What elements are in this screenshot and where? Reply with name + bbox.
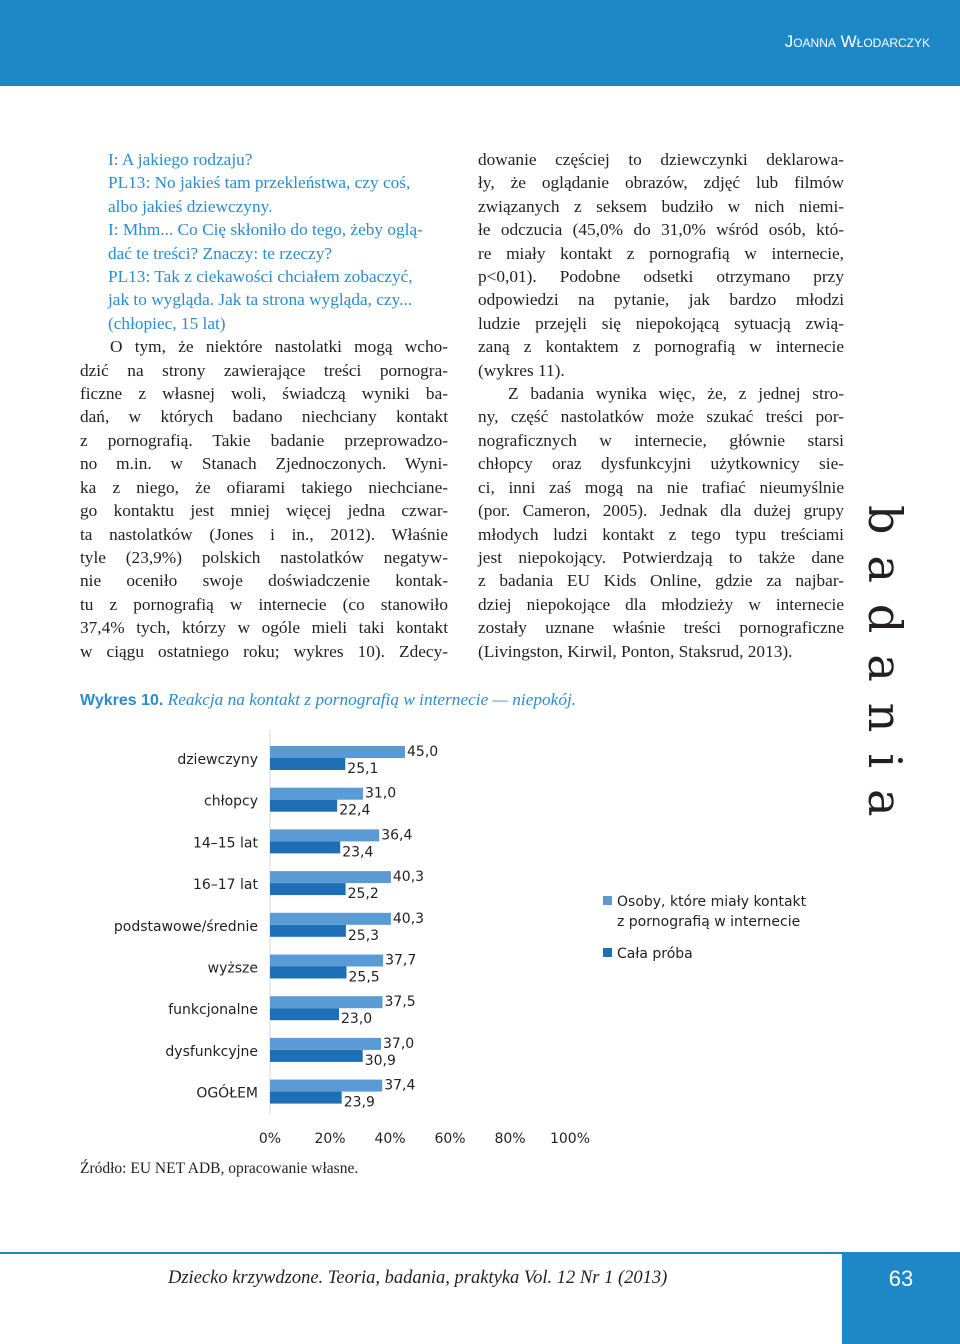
page-number: 63 [888, 1266, 914, 1291]
data-label: 45,0 [407, 744, 439, 760]
bar-contact [270, 1080, 382, 1092]
footer-rule [0, 1252, 960, 1254]
left-column-line: nie oceniło swoje doświadczenie kontak- [80, 571, 448, 591]
right-column-line: chłopcy oraz dysfunkcyjni użytkownicy sie- [478, 454, 844, 474]
left-column-line: tu z pornografią w internecie (co stanowiło [80, 594, 448, 614]
left-column-line: O tym, że niektóre nastolatki mogą wcho- [110, 337, 448, 357]
left-column-line: (chłopiec, 15 lat) [108, 313, 226, 333]
x-tick-label: 0% [258, 1131, 282, 1147]
right-column-line: zostały uznane właśnie treści pornograficzne [478, 618, 844, 638]
bar-full-sample [270, 758, 345, 770]
left-column-line: no m.in. w Stanach Zjednoczonych. Wyni- [80, 454, 448, 474]
data-label: 25,3 [347, 927, 380, 944]
bar-contact [270, 871, 391, 883]
right-column-line: (por. Cameron, 2005). Jednak dla dużej grupy [478, 501, 844, 521]
data-label: 40,3 [392, 869, 425, 886]
right-column-line: (Livingston, Kirwil, Ponton, Staksrud, 2013). [478, 641, 793, 661]
x-tick-label: 20% [314, 1131, 346, 1147]
data-label: 40,3 [392, 910, 425, 927]
data-label: 25,5 [348, 969, 380, 986]
bar-full-sample [270, 1050, 363, 1062]
right-column-line: re miały kontakt z pornografią w internecie, [478, 243, 844, 263]
bar-contact [270, 955, 383, 967]
section-side-label-text: badania [858, 505, 912, 838]
right-column-line: zaną z kontaktem z pornografią w internecie [478, 337, 844, 357]
header-bar [0, 0, 960, 86]
right-column-line: (wykres 11). [478, 360, 565, 380]
right-column-line: młodych ludzi kontakt z tego typu treściami [478, 524, 844, 544]
left-column-line: albo jakieś dziewczyny. [108, 196, 273, 216]
left-column-line: ta nastolatków (Jones i in., 2012). Właśnie [80, 524, 448, 544]
right-column-line: dowanie częściej to dziewczynki deklarowa- [478, 150, 844, 169]
bar-contact [270, 1038, 381, 1050]
right-column-line: ludzie przejęli się niepokojącą sytuacją zwią- [478, 313, 844, 333]
left-column-line: I: A jakiego rodzaju? [108, 150, 253, 169]
category-label: 16–17 lat [192, 877, 258, 894]
category-label: funkcjonalne [168, 1002, 258, 1019]
left-column-line: go kontaktu jest mniej więcej jedna czwar- [80, 501, 448, 521]
left-column-line: w ciągu ostatniego roku; wykres 10). Zdecy- [80, 641, 448, 661]
category-label: wyższe [207, 960, 258, 977]
bar-full-sample [270, 1092, 342, 1104]
left-column-line: I: Mhm... Co Cię skłoniło do tego, żeby oglą- [108, 220, 423, 240]
right-column-line: ły, że oglądanie obrazów, zdjęć lub filmów [478, 173, 844, 193]
right-column-line: p<0,01). Podobne odsetki otrzymano przy [478, 267, 844, 287]
data-label: 25,1 [347, 761, 379, 777]
figure-label: Wykres 10. [80, 692, 164, 709]
category-label: podstawowe/średnie [113, 918, 258, 935]
right-column-line: nograficznych w internecie, głównie starsi [478, 430, 844, 450]
category-label: dysfunkcyjne [165, 1043, 258, 1060]
footer-journal-title: Dziecko krzywdzone. Teoria, badania, praktyka Vol. 12 Nr 1 (2013) [168, 1268, 668, 1288]
data-label: 36,4 [381, 827, 413, 844]
category-label: OGÓŁEM [196, 1085, 258, 1102]
bar-full-sample [270, 800, 337, 812]
bar-contact [270, 913, 391, 925]
right-column-line: łe odczucia (45,0% do 31,0% wśród osób, któ- [478, 220, 844, 240]
right-column-line: jest niepokojący. Potwierdzają to także dane [478, 547, 844, 567]
data-label: 30,9 [364, 1052, 396, 1069]
legend-label-contact: Osoby, które miały kontakt z pornografią w internecie [617, 894, 807, 930]
bar-full-sample [270, 841, 340, 853]
data-label: 23,4 [342, 844, 374, 861]
right-column-line: Z badania wynika więc, że, z jednej stro- [508, 384, 844, 404]
left-column-line: tyle (23,9%) polskich nastolatków negatyw- [80, 547, 448, 567]
left-column-line: dzić na strony zawierające treści pornogra- [80, 360, 448, 380]
data-label: 25,2 [347, 886, 379, 903]
data-label: 37,4 [384, 1077, 416, 1094]
bar-chart [0, 720, 960, 1160]
left-column-line: dań, w których badano niechciany kontakt [80, 407, 448, 427]
bar-full-sample [270, 883, 346, 895]
right-column-line: dziej niepokojące dla młodzieży w internecie [478, 594, 844, 614]
bar-contact [270, 996, 383, 1008]
bar-full-sample [270, 925, 346, 937]
x-tick-label: 80% [494, 1131, 526, 1147]
bar-full-sample [270, 1008, 339, 1020]
header-author: Joanna Włodarczyk [784, 32, 930, 51]
left-column-line: PL13: No jakieś tam przekleństwa, czy coś, [108, 173, 411, 193]
bar-full-sample [270, 967, 347, 979]
legend-swatch-full-sample [603, 948, 612, 957]
left-column-line: dać te treści? Znaczy: te rzeczy? [108, 243, 333, 263]
category-label: chłopcy [204, 793, 258, 810]
data-label: 22,4 [339, 802, 371, 819]
right-column-line: ci, inni zaś mogą na nie trafiać nieumyślnie [478, 477, 844, 497]
bar-contact [270, 829, 379, 841]
left-column-line: z pornografią. Takie badanie przeprowadzo- [80, 430, 448, 450]
bar-contact [270, 788, 363, 800]
figure-source: Źródło: EU NET ADB, opracowanie własne. [80, 1160, 359, 1177]
right-column-line: związanych z seksem budziło w nich niemi- [478, 196, 844, 216]
figure-caption [80, 690, 576, 710]
data-label: 31,0 [365, 785, 397, 802]
footer-page-box [842, 1254, 960, 1344]
left-column-line: ficzne z własnej woli, świadczą wyniki ba- [80, 384, 448, 404]
left-text-column [80, 148, 448, 663]
right-column-line: ny, część nastolatków może szukać treści por- [478, 407, 844, 427]
data-label: 37,0 [383, 1035, 415, 1052]
legend-label-full-sample: Cała próba [617, 946, 693, 962]
right-column-line: odpowiedzi na pytanie, jak bardzo młodzi [478, 290, 844, 310]
data-label: 37,5 [384, 994, 416, 1011]
data-label: 23,9 [343, 1094, 375, 1111]
left-column-line: ka z niego, że ofiarami takiego niechciane- [80, 477, 448, 497]
bar-contact [270, 746, 405, 758]
x-tick-label: 100% [549, 1131, 591, 1147]
legend-swatch-contact [603, 896, 612, 905]
left-column-line: PL13: Tak z ciekawości chciałem zobaczyć, [108, 267, 413, 287]
category-label: dziewczyny [177, 752, 258, 768]
x-tick-label: 40% [374, 1131, 406, 1147]
x-tick-label: 60% [434, 1131, 466, 1147]
data-label: 23,0 [341, 1011, 373, 1028]
category-label: 14–15 lat [192, 835, 258, 852]
right-column-line: z badania EU Kids Online, gdzie za najbar- [478, 571, 844, 591]
data-label: 37,7 [385, 952, 417, 969]
figure-title: Reakcja na kontakt z pornografią w internecie — niepokój. [167, 690, 577, 709]
left-column-line: 37,4% tych, którzy w ogóle mieli taki kontakt [80, 618, 448, 638]
right-text-column [478, 148, 844, 663]
left-column-line: jak to wygląda. Jak ta strona wygląda, czy... [108, 290, 413, 310]
header-rule [0, 86, 960, 90]
